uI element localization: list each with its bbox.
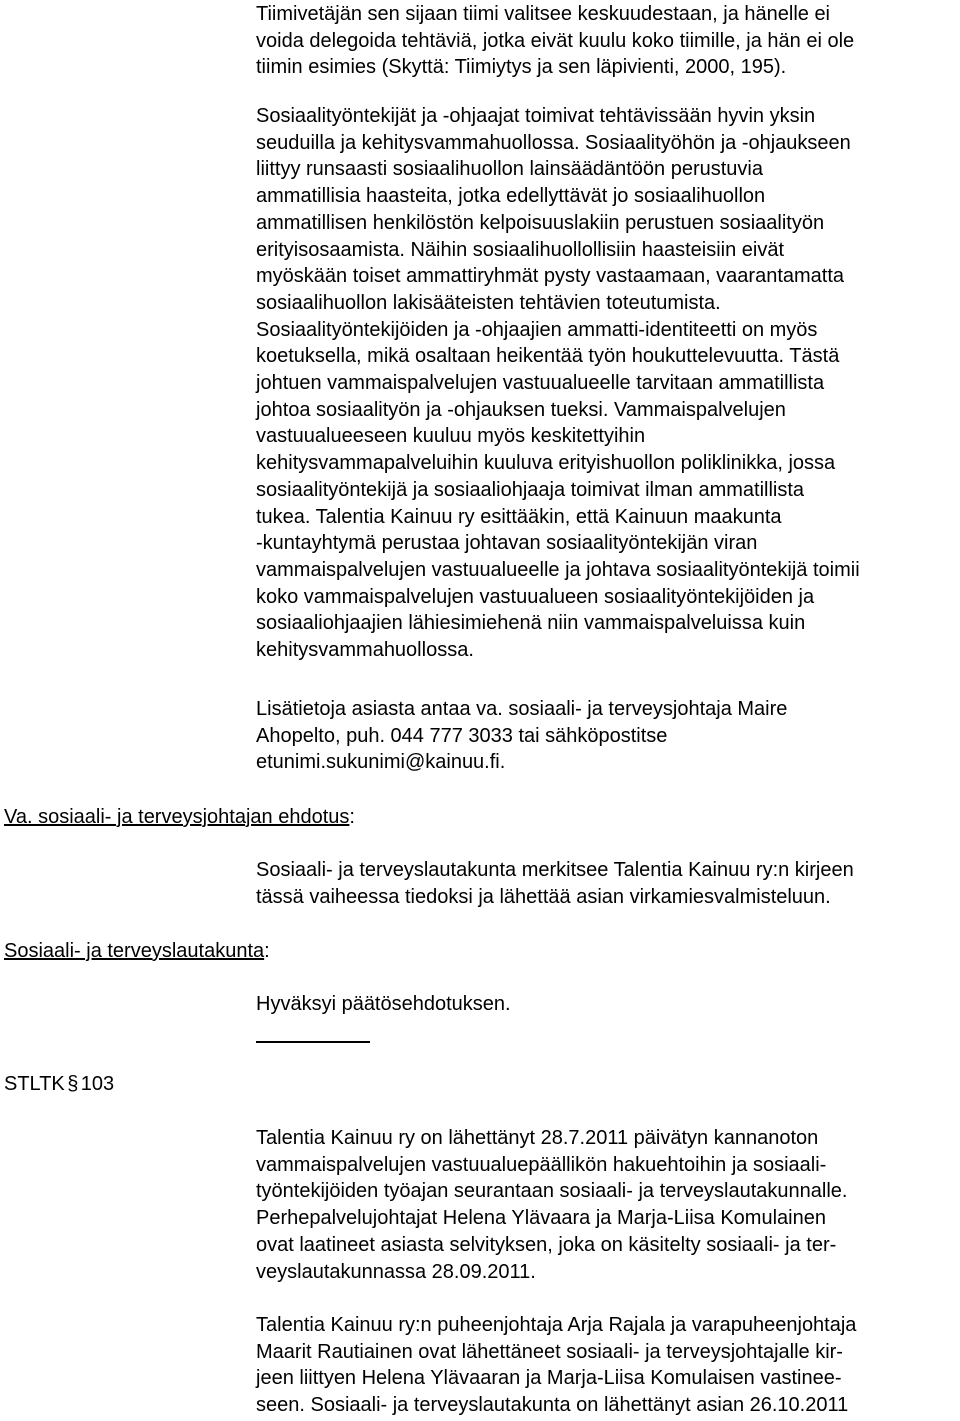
text-line: Ahopelto, puh. 044 777 3033 tai sähköpostitse xyxy=(256,724,668,747)
text-line: -kuntayhtymä perustaa johtavan sosiaalityöntekijän viran xyxy=(256,532,758,555)
text-line: Sosiaalityöntekijät ja -ohjaajat toimivat tehtävissään hyvin yksin xyxy=(256,105,816,127)
text-line: Talentia Kainuu ry on lähettänyt 28.7.2011 päivätyn kannanoton xyxy=(256,1127,819,1149)
section-sign: § xyxy=(67,1073,79,1095)
stltk-prefix: STLTK xyxy=(4,1073,65,1095)
text-line: vastuualueeseen kuuluu myös keskitettyihin xyxy=(256,425,646,448)
text-line: Perhepalvelujohtajat Helena Ylävaara ja Marja-Liisa Komulainen xyxy=(256,1207,826,1230)
text-line: tiimin esimies (Skyttä: Tiimiytys ja sen läpivienti, 2000, 195). xyxy=(256,56,787,79)
text-line: Tiimivetäjän sen sijaan tiimi valitsee keskuudestaan, ja hänelle ei xyxy=(256,3,831,25)
label-colon: : xyxy=(349,806,355,828)
text-line: tukea. Talentia Kainuu ry esittääkin, että Kainuun maakunta xyxy=(256,505,782,528)
text-line: johtuen vammaispalvelujen vastuualueelle tarvitaan ammatillista xyxy=(256,372,825,395)
separator-rule xyxy=(256,1041,370,1043)
text-line: tässä vaiheessa tiedoksi ja lähettää asian virkamiesvalmisteluun. xyxy=(256,885,831,908)
text-line: ovat laatineet asiasta selvityksen, joka on käsitelty sosiaali- ja ter- xyxy=(256,1233,837,1256)
text-line: etunimi.sukunimi@kainuu.fi. xyxy=(256,751,506,774)
text-line: ammatillisia haasteita, jotka edellyttävät jo sosiaalihuollon xyxy=(256,185,766,208)
main-paragraph xyxy=(256,103,958,664)
text-line: Lisätietoja asiasta antaa va. sosiaali- ja terveysjohtaja Maire xyxy=(256,698,788,720)
proposal-label xyxy=(4,804,355,830)
proposal-text xyxy=(256,857,958,910)
text-line: kehitysvammahuollossa. xyxy=(256,639,474,662)
text-line: ammatillisen henkilöstön kelpoisuuslakiin perustuen sosiaalityön xyxy=(256,211,825,234)
text-line: voida delegoida tehtäviä, jotka eivät kuulu koko tiimille, ja hän ei ole xyxy=(256,29,855,52)
text-line: Talentia Kainuu ry:n puheenjohtaja Arja Rajala ja varapuheenjohtaja xyxy=(256,1314,857,1336)
text-line: koko vammaispalvelujen vastuualueen sosiaalityöntekijöiden ja xyxy=(256,585,815,608)
text-line: erityisosaamista. Näihin sosiaalihuollollisiin haasteisiin eivät xyxy=(256,238,785,261)
text-line: koetuksella, mikä osaltaan heikentää työn houkuttelevuutta. Tästä xyxy=(256,345,840,368)
text-line: vammaispalvelujen vastuualuepäällikön hakuehtoihin ja sosiaali- xyxy=(256,1153,827,1176)
text-line: seen. Sosiaali- ja terveyslautakunta on lähettänyt asian 26.10.2011 xyxy=(256,1394,849,1417)
text-line: vammaispalvelujen vastuualueelle ja johtava sosiaalityöntekijä toimii xyxy=(256,558,860,581)
text-line: Maarit Rautiainen ovat lähettäneet sosiaali- ja terveysjohtajalle kir- xyxy=(256,1340,843,1363)
stltk-paragraph-1 xyxy=(256,1125,958,1285)
text-line: Hyväksyi päätösehdotuksen. xyxy=(256,993,511,1015)
text-line: jeen liittyen Helena Ylävaaran ja Marja-Liisa Komulaisen vastinee- xyxy=(256,1367,842,1390)
text-line: johtoa sosiaalityön ja -ohjauksen tueksi. Vammaispalvelujen xyxy=(256,398,786,421)
text-line: seuduilla ja kehitysvammahuollossa. Sosiaalityöhön ja -ohjaukseen xyxy=(256,131,851,154)
text-line: sosiaalityöntekijä ja sosiaaliohjaaja toimivat ilman ammatillista xyxy=(256,478,805,501)
label-colon: : xyxy=(264,940,270,962)
text-line: Sosiaali- ja terveyslautakunta merkitsee Talentia Kainuu ry:n kirjeen xyxy=(256,859,854,881)
text-line: sosiaalihuollon lakisääteisten tehtävien toteutumista. xyxy=(256,291,721,314)
text-line: myöskään toiset ammattiryhmät pysty vastaamaan, vaarantamatta xyxy=(256,265,845,288)
board-label-text: Sosiaali- ja terveyslautakunta xyxy=(4,940,265,962)
text-line: veyslautakunnassa 28.09.2011. xyxy=(256,1260,536,1283)
decision-text xyxy=(256,991,958,1018)
text-line: työntekijöiden työajan seurantaan sosiaali- ja terveyslautakunnalle. xyxy=(256,1180,848,1203)
stltk-paragraph-2 xyxy=(256,1312,958,1419)
contact-paragraph xyxy=(256,696,958,776)
stltk-number: 103 xyxy=(80,1073,115,1095)
text-line: Sosiaalityöntekijöiden ja -ohjaajien ammatti-identiteetti on myös xyxy=(256,318,818,341)
stltk-label xyxy=(4,1071,114,1097)
text-line: kehitysvammapalveluihin kuuluva erityishuollon poliklinikka, jossa xyxy=(256,452,836,475)
text-line: liittyy runsaasti sosiaalihuollon lainsäädäntöön perustuvia xyxy=(256,158,763,181)
intro-paragraph xyxy=(256,1,958,81)
text-line: sosiaaliohjaajien lähiesimiehenä niin vammaispalveluissa kuin xyxy=(256,612,806,635)
proposal-label-text: Va. sosiaali- ja terveysjohtajan ehdotus xyxy=(4,806,350,828)
board-label xyxy=(4,938,270,964)
